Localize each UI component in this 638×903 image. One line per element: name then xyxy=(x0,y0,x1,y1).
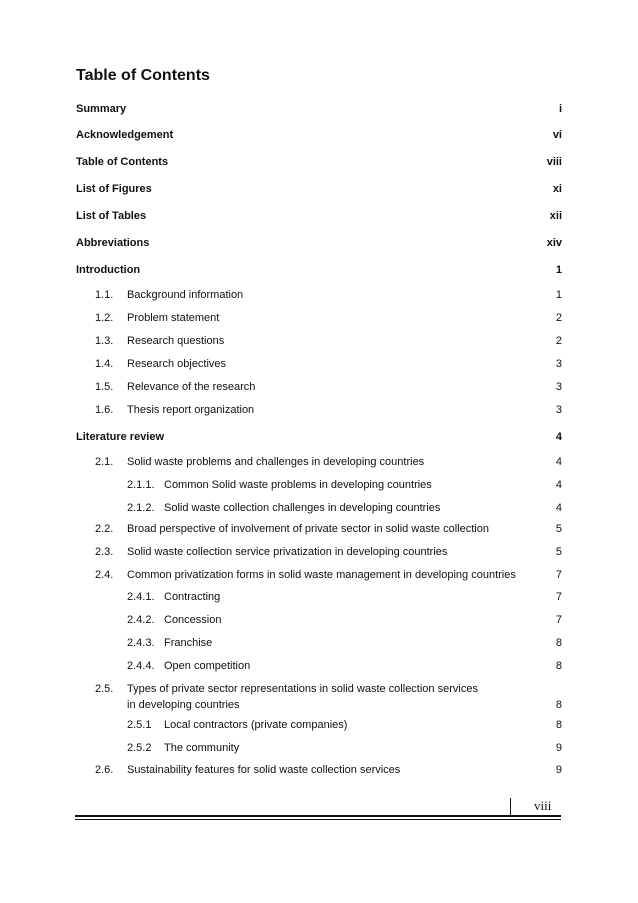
toc-entry-page: 8 xyxy=(555,660,562,672)
toc-entry-text: Research questions xyxy=(127,335,225,347)
toc-entry-text: Background information xyxy=(127,289,244,301)
toc-entry-text: Solid waste collection service privatization in developing countries xyxy=(127,546,448,558)
toc-entry[interactable] xyxy=(0,717,638,733)
toc-entry-page: vi xyxy=(552,129,562,141)
toc-entry-text: Summary xyxy=(76,103,127,115)
toc-entry[interactable] xyxy=(0,333,638,349)
toc-entry-number: 2.5. xyxy=(95,683,114,695)
toc-entry[interactable] xyxy=(0,154,638,170)
toc-entry-page: 9 xyxy=(555,764,562,776)
toc-entry[interactable] xyxy=(0,567,638,583)
toc-entry-page: 4 xyxy=(555,479,562,491)
toc-entry-text: Common Solid waste problems in developing countries xyxy=(164,479,432,491)
toc-entry-page: 4 xyxy=(555,502,562,514)
toc-entry-number: 1.1. xyxy=(95,289,114,301)
toc-entry-number: 2.4.1. xyxy=(127,591,155,603)
footer-divider xyxy=(510,798,511,815)
toc-entry[interactable] xyxy=(0,589,638,605)
toc-entry-page: xii xyxy=(549,210,562,222)
toc-entry[interactable] xyxy=(0,262,638,278)
toc-entry-page: 3 xyxy=(555,358,562,370)
toc-entry-number: 2.1.1. xyxy=(127,479,155,491)
toc-entry[interactable] xyxy=(0,477,638,493)
toc-entry[interactable] xyxy=(0,544,638,560)
footer-rule xyxy=(75,815,561,817)
toc-entry-page: 2 xyxy=(555,312,562,324)
toc-entry-page: 8 xyxy=(555,637,562,649)
toc-entry[interactable] xyxy=(0,379,638,395)
toc-entry-page: 1 xyxy=(555,289,562,301)
toc-entry-page: 7 xyxy=(555,591,562,603)
toc-entry-text: Problem statement xyxy=(127,312,220,324)
toc-entry-text: Franchise xyxy=(164,637,213,649)
toc-entry-text: Abbreviations xyxy=(76,237,150,249)
toc-entry-number: 2.1. xyxy=(95,456,114,468)
toc-entry-number: 1.2. xyxy=(95,312,114,324)
toc-entry-page: 8 xyxy=(555,719,562,731)
toc-entry[interactable] xyxy=(0,612,638,628)
toc-entry[interactable] xyxy=(0,740,638,756)
toc-entry-page: 4 xyxy=(555,431,562,443)
toc-entry-text: The community xyxy=(164,742,240,754)
toc-entry-page: 5 xyxy=(555,546,562,558)
toc-entry-page: 7 xyxy=(555,614,562,626)
toc-entry-number: 2.2. xyxy=(95,523,114,535)
toc-entry-text: Research objectives xyxy=(127,358,227,370)
toc-entry-number: 1.4. xyxy=(95,358,114,370)
toc-entry[interactable] xyxy=(0,500,638,516)
toc-entry-text: Contracting xyxy=(164,591,221,603)
toc-entry-text: List of Tables xyxy=(76,210,147,222)
page-title: Table of Contents xyxy=(76,67,210,84)
toc-entry-text: Table of Contents xyxy=(76,156,169,168)
toc-entry[interactable] xyxy=(0,635,638,651)
toc-entry-page: i xyxy=(558,103,562,115)
toc-entry-text: Concession xyxy=(164,614,222,626)
toc-entry-text: Common privatization forms in solid waste management in developing countries xyxy=(127,569,516,581)
toc-entry-number: 2.1.2. xyxy=(127,502,155,514)
toc-entry-text: Solid waste problems and challenges in developing countries xyxy=(127,456,425,468)
toc-entry[interactable] xyxy=(0,287,638,303)
toc-entry-number: 2.5.2 xyxy=(127,742,152,754)
toc-entry-text: Solid waste collection challenges in developing countries xyxy=(164,502,441,514)
toc-entry-page: viii xyxy=(546,156,562,168)
toc-entry-page: 7 xyxy=(555,569,562,581)
toc-entry-text: List of Figures xyxy=(76,183,152,195)
toc-entry[interactable] xyxy=(0,310,638,326)
toc-entry-page: 3 xyxy=(555,381,562,393)
toc-entry[interactable] xyxy=(0,356,638,372)
toc-entry-page: 1 xyxy=(555,264,562,276)
toc-entry[interactable] xyxy=(0,127,638,143)
toc-entry[interactable] xyxy=(0,429,638,445)
toc-entry-number: 2.6. xyxy=(95,764,114,776)
toc-entry-text: Literature review xyxy=(76,431,165,443)
toc-entry-page: xi xyxy=(552,183,562,195)
toc-entry-number: 2.4.2. xyxy=(127,614,155,626)
footer-page-number: viii xyxy=(534,798,552,813)
toc-entry-text: Introduction xyxy=(76,264,141,276)
toc-entry-page: 3 xyxy=(555,404,562,416)
toc-entry-number: 2.5.1 xyxy=(127,719,152,731)
toc-entry-text: Open competition xyxy=(164,660,251,672)
toc-entry-page: 4 xyxy=(555,456,562,468)
toc-entry-text: Types of private sector representations in solid waste collection services in developing countries xyxy=(127,683,478,711)
toc-entry-page: 9 xyxy=(555,742,562,754)
toc-entry-number: 2.4.4. xyxy=(127,660,155,672)
toc-entry[interactable] xyxy=(0,521,638,537)
toc-entry-number: 1.5. xyxy=(95,381,114,393)
toc-entry-text: Sustainability features for solid waste collection services xyxy=(127,764,401,776)
toc-entry[interactable] xyxy=(0,181,638,197)
toc-entry[interactable] xyxy=(0,658,638,674)
toc-entry-text: Acknowledgement xyxy=(76,129,174,141)
toc-entry[interactable] xyxy=(0,454,638,470)
toc-entry-number: 2.4.3. xyxy=(127,637,155,649)
toc-entry[interactable] xyxy=(0,402,638,418)
toc-entry-page: 8 xyxy=(555,699,562,711)
toc-entry-number: 1.6. xyxy=(95,404,114,416)
toc-entry[interactable] xyxy=(0,101,638,117)
toc-entry[interactable] xyxy=(0,681,638,713)
toc-entry-text: Broad perspective of involvement of private sector in solid waste collection xyxy=(127,523,489,535)
toc-entry[interactable] xyxy=(0,762,638,778)
toc-entry[interactable] xyxy=(0,235,638,251)
toc-entry-page: xiv xyxy=(546,237,562,249)
toc-entry-text: Thesis report organization xyxy=(127,404,255,416)
toc-entry-text: Relevance of the research xyxy=(127,381,256,393)
toc-entry-number: 2.3. xyxy=(95,546,114,558)
toc-entry-number: 2.4. xyxy=(95,569,114,581)
toc-entry[interactable] xyxy=(0,208,638,224)
footer-rule xyxy=(75,819,561,820)
toc-entry-page: 2 xyxy=(555,335,562,347)
toc-entry-number: 1.3. xyxy=(95,335,114,347)
toc-entry-text: Local contractors (private companies) xyxy=(164,719,348,731)
toc-entry-page: 5 xyxy=(555,523,562,535)
